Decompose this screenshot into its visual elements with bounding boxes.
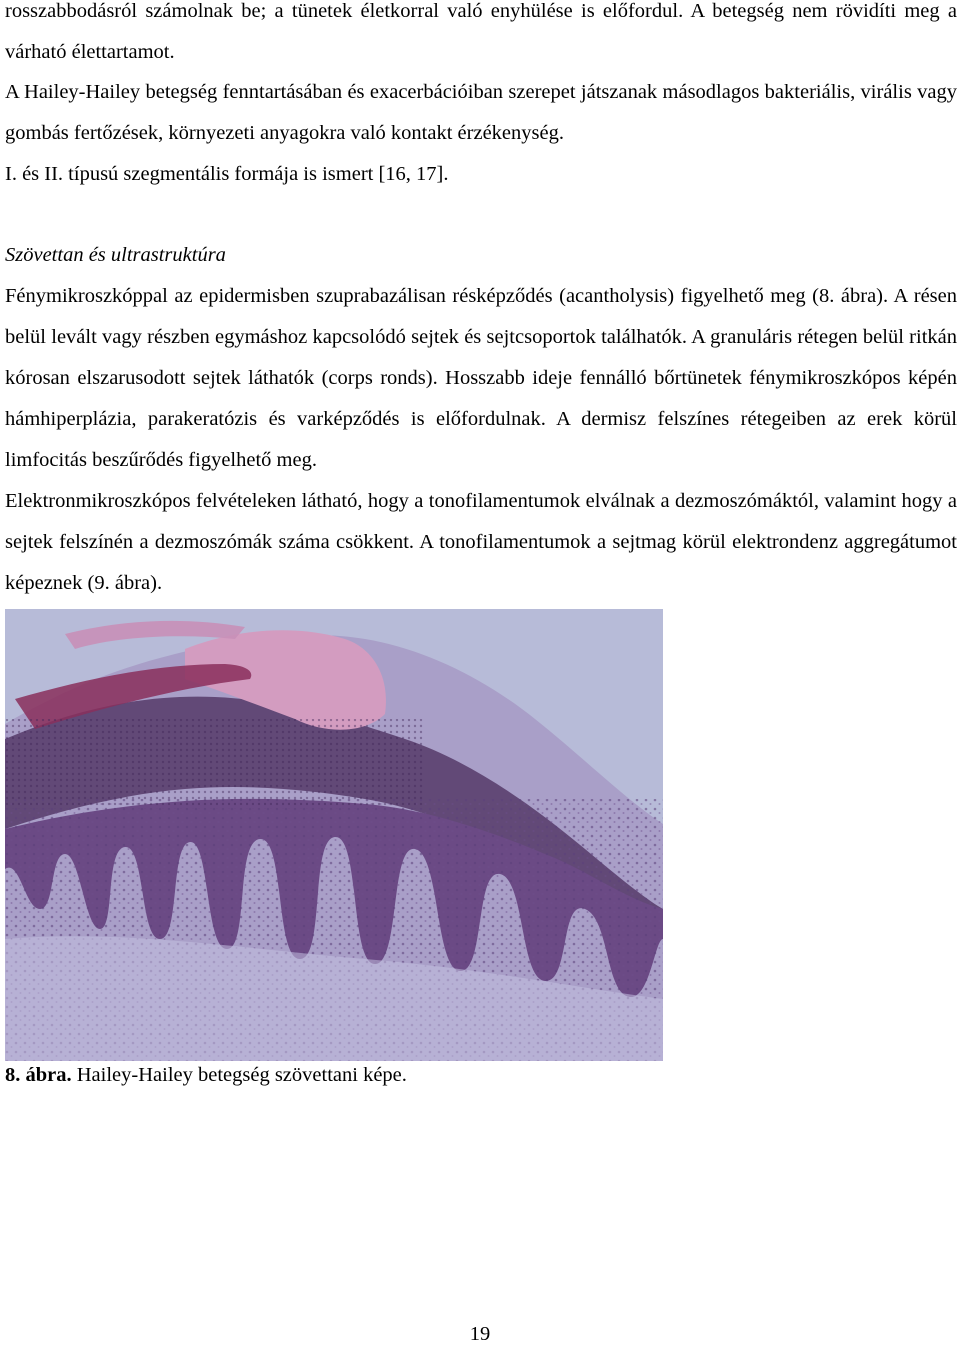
histology-image [5, 609, 663, 1061]
figure-caption-text: Hailey-Hailey betegség szövettani képe. [71, 1064, 407, 1086]
page-number: 19 [469, 1323, 491, 1345]
section-heading: Szövettan és ultrastruktúra [5, 244, 226, 266]
paragraph-intro: rosszabbodásról számolnak be; a tünetek életkorral való enyhülése is előfordul. A betegség nem rövidíti meg a várható élettartamot. [5, 0, 957, 63]
paragraph-ultrastructure: Elektronmikroszkópos felvételeken látható, hogy a tonofilamentumok elválnak a dezmoszómáktól, valamint hogy a sejtek felszínén a dezmoszómák száma csökkent. A tonofilamentumok a sejtmag körül elektrondenz aggregátumot képeznek (9. ábra). [5, 490, 957, 594]
figure-caption [5, 1055, 407, 1096]
paragraph-histology: Fénymikroszkóppal az epidermisben szuprabazálisan résképződés (acantholysis) figyelhető meg (8. ábra). A résen belül levált vagy részben egymáshoz kapcsolódó sejtek és sejtcsoportok találhatók. A granuláris rétegen belül ritkán kórosan elszarusodott sejtek láthatók (corps ronds). Hosszabb ideje fennálló bőrtünetek fénymikroszkópos képén hámhiperplázia, parakeratózis és varképződés is előfordulnak. A dermisz felszínes rétegeiben az erek körül limfocitás beszűrődés figyelhető meg. [5, 285, 957, 471]
paragraph-exacerbation: A Hailey-Hailey betegség fenntartásában és exacerbációiban szerepet játszanak másodlagos bakteriális, virális vagy gombás fertőzések, környezeti anyagokra való kontakt érzékenység. [5, 81, 957, 144]
figure-caption-label: 8. ábra. [5, 1064, 72, 1086]
paragraph-segmental: I. és II. típusú szegmentális formája is ismert [16, 17]. [5, 163, 449, 185]
